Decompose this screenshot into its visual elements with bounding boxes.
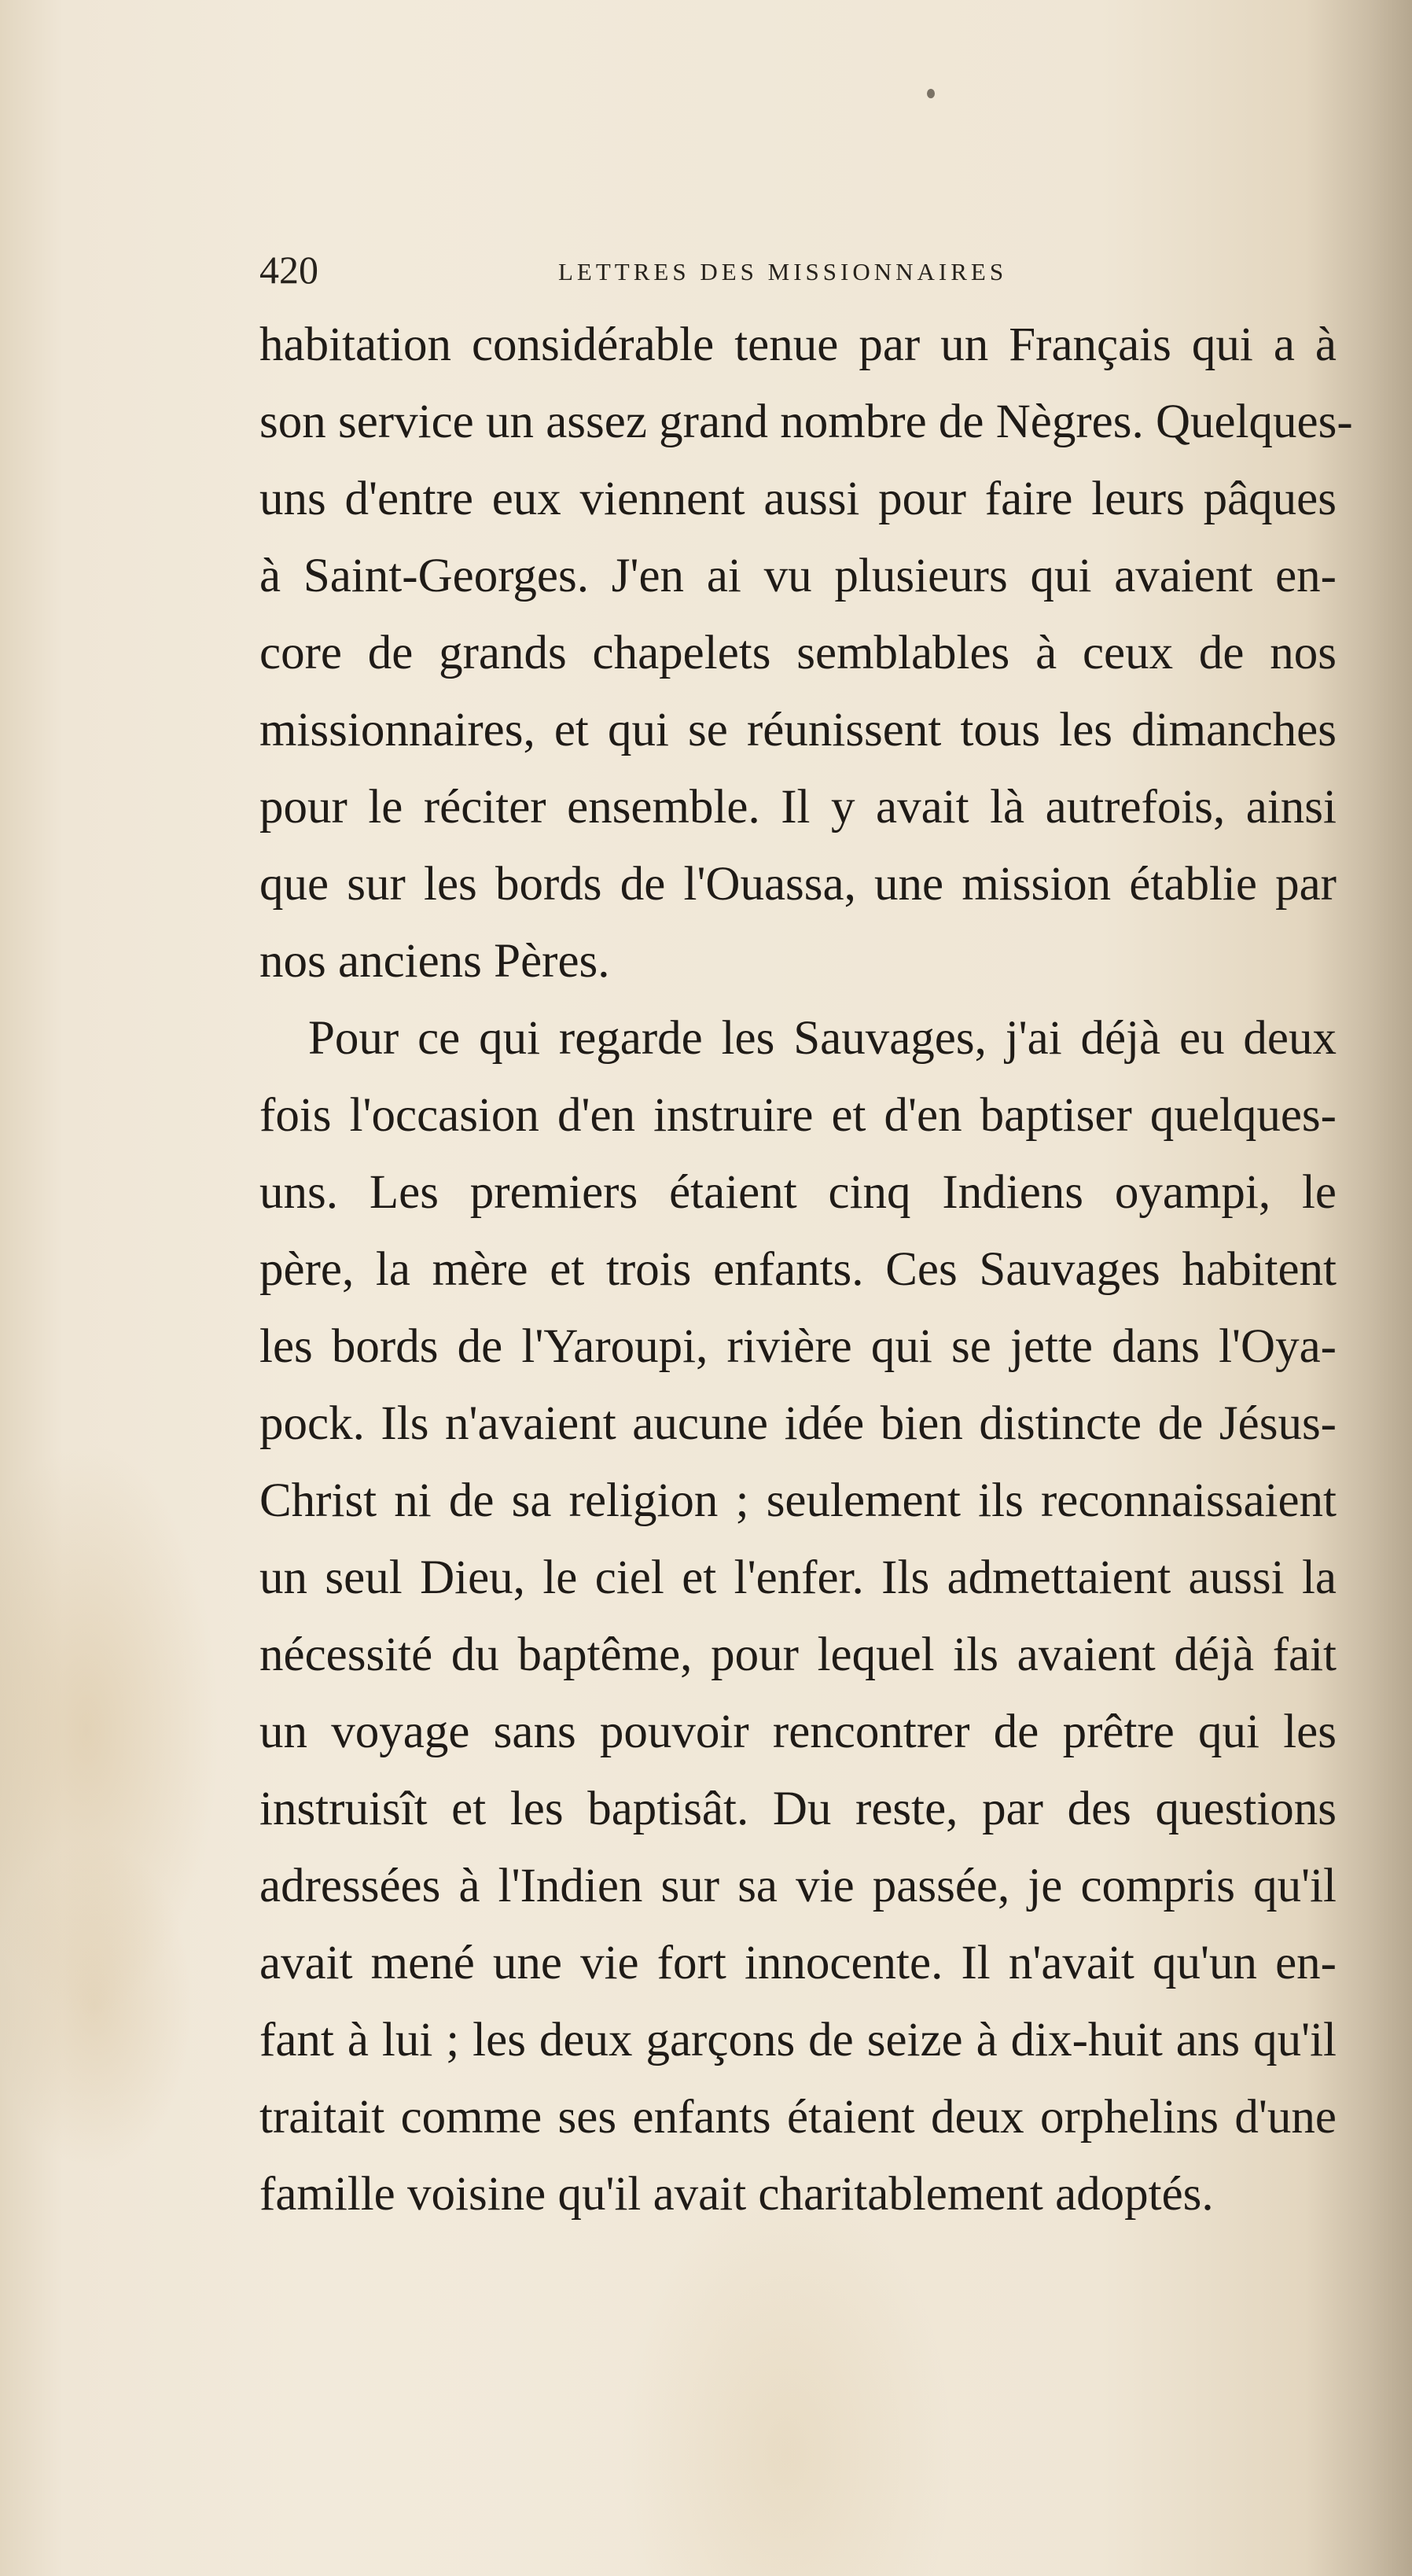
text-line: uns d'entre eux viennent aussi pour faire leurs pâques bbox=[259, 473, 1337, 525]
text-line: instruisît et les baptisât. Du reste, par des questions bbox=[259, 1783, 1337, 1835]
text-line: core de grands chapelets semblables à ceux de nos bbox=[259, 627, 1337, 679]
text-line: fant à lui ; les deux garçons de seize à dix-huit ans qu'il bbox=[259, 2014, 1337, 2066]
text-line: pock. Ils n'avaient aucune idée bien distincte de Jésus- bbox=[259, 1397, 1337, 1450]
text-line: un voyage sans pouvoir rencontrer de prêtre qui les bbox=[259, 1706, 1337, 1758]
text-line: que sur les bords de l'Ouassa, une mission établie par bbox=[259, 858, 1337, 911]
text-line: traitait comme ses enfants étaient deux orphelins d'une bbox=[259, 2091, 1337, 2144]
text-line: famille voisine qu'il avait charitablement adoptés. bbox=[259, 2168, 1214, 2221]
text-line: missionnaires, et qui se réunissent tous les dimanches bbox=[259, 704, 1337, 756]
text-line: les bords de l'Yaroupi, rivière qui se jette dans l'Oya- bbox=[259, 1320, 1337, 1373]
ink-speck bbox=[927, 89, 935, 98]
text-line: adressées à l'Indien sur sa vie passée, je compris qu'il bbox=[259, 1860, 1337, 1912]
paragraph-1 bbox=[259, 307, 1353, 1000]
page-header bbox=[259, 248, 1069, 292]
running-head: LETTRES DES MISSIONNAIRES bbox=[558, 258, 1008, 285]
page-number: 420 bbox=[259, 248, 318, 292]
text-line: avait mené une vie fort innocente. Il n'avait qu'un en- bbox=[259, 1937, 1337, 1989]
text-line: son service un assez grand nombre de Nègres. Quelques- bbox=[259, 396, 1353, 448]
text-line: père, la mère et trois enfants. Ces Sauvages habitent bbox=[259, 1243, 1337, 1296]
text-line: habitation considérable tenue par un Français qui a à bbox=[259, 318, 1337, 371]
text-line: Christ ni de sa religion ; seulement ils reconnaissaient bbox=[259, 1474, 1337, 1527]
text-line: à Saint-Georges. J'en ai vu plusieurs qui avaient en- bbox=[259, 550, 1337, 602]
text-line: pour le réciter ensemble. Il y avait là autrefois, ainsi bbox=[259, 781, 1337, 834]
body-text bbox=[259, 307, 1353, 2233]
paragraph-2 bbox=[259, 1000, 1337, 2233]
text-line: uns. Les premiers étaient cinq Indiens oyampi, le bbox=[259, 1166, 1337, 1219]
text-line: Pour ce qui regarde les Sauvages, j'ai déjà eu deux bbox=[308, 1012, 1337, 1065]
text-line: nécessité du baptême, pour lequel ils avaient déjà fait bbox=[259, 1628, 1337, 1681]
text-line: fois l'occasion d'en instruire et d'en baptiser quelques- bbox=[259, 1089, 1337, 1142]
text-line: nos anciens Pères. bbox=[259, 935, 610, 988]
text-line: un seul Dieu, le ciel et l'enfer. Ils admettaient aussi la bbox=[259, 1551, 1337, 1604]
